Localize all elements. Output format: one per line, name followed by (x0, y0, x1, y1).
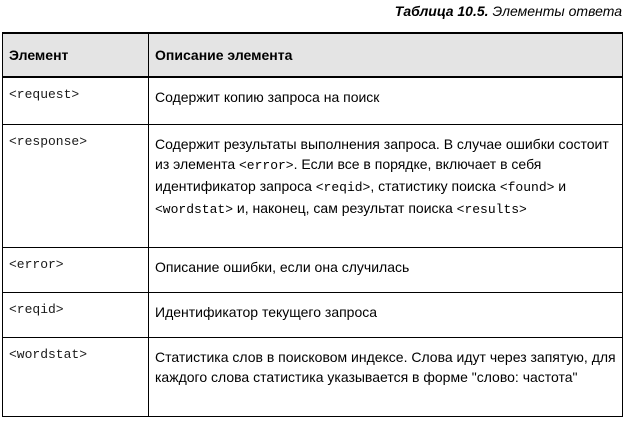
table-row (3, 293, 623, 338)
element-description: Содержит копию запроса на поиск (149, 77, 623, 125)
header-element: Элемент (3, 33, 149, 77)
table-row (3, 338, 623, 417)
element-name: <reqid> (3, 293, 149, 338)
table-caption (395, 3, 622, 19)
element-name: <request> (3, 77, 149, 125)
inline-code: <results> (456, 202, 527, 217)
inline-code: <error> (239, 158, 294, 173)
element-description: Статистика слов в поисковом индексе. Слова идут через запятую, для каждого слова статистика указывается в форме "слово: частота" (149, 338, 623, 417)
inline-code: <wordstat> (155, 202, 234, 217)
inline-code: <found> (499, 180, 555, 195)
table-caption-number: Таблица 10.5. (394, 3, 489, 19)
element-name: <error> (3, 248, 149, 293)
header-description: Описание элемента (149, 33, 623, 77)
element-description: Описание ошибки, если она случилась (149, 248, 623, 293)
table-row (3, 248, 623, 293)
table-header-row (3, 33, 623, 77)
table-caption-title: Элементы ответа (492, 3, 622, 19)
element-name: <wordstat> (3, 338, 149, 417)
table-row (3, 125, 623, 248)
table-row (3, 77, 623, 125)
inline-code: <reqid> (315, 180, 371, 195)
element-description: Содержит результаты выполнения запроса. В случае ошибки состоит из элемента <error>. Если все в порядке, включает в себя идентификатор запроса <reqid>, статистику поиска <found> и <wordstat> и, наконец, сам результат поиска <results> (149, 125, 623, 248)
response-elements-table (2, 32, 623, 417)
element-name: <response> (3, 125, 149, 248)
element-description: Идентификатор текущего запроса (149, 293, 623, 338)
